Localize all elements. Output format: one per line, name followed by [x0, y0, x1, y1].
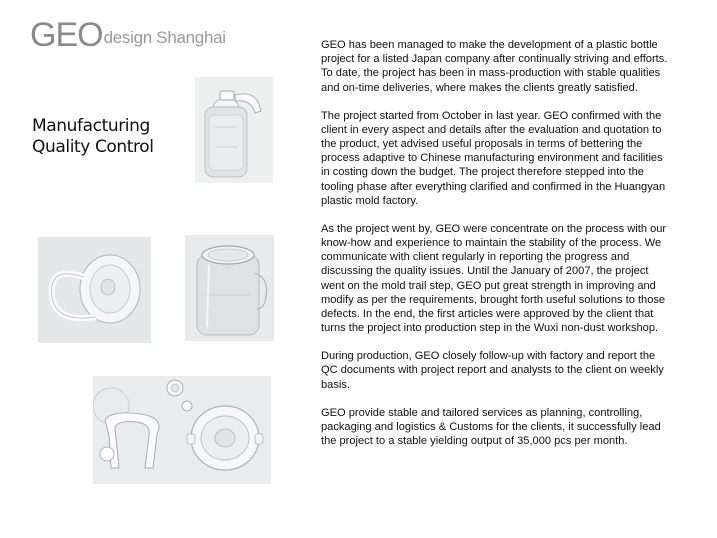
- section-title-line1: Manufacturing: [32, 116, 150, 136]
- paragraph-3: As the project went by, GEO were concentrate on the process with our know-how and experience to maintain the stability of the process. We communicate with client regularly in reporting the progress and discussing the quality issues. Until the January of 2007, the project went on the mold trail step, GEO put great strength in improving and modify as per the requirements, brought forth useful solutions to those defects. In the end, the first articles were approved by the client that turns the project into production step in the Wuxi non-dust workshop.: [321, 222, 667, 335]
- disassembled-parts-photo: [93, 376, 271, 484]
- geo-logo: [30, 16, 226, 52]
- paragraph-4: During production, GEO closely follow-up with factory and report the QC documents with project report and analysts to the client on weekly basis.: [321, 350, 664, 391]
- paragraph-1: GEO has been managed to make the development of a plastic bottle project for a listed Japan company after continually striving and efforts. To date, the project has been in mass-production with stable qualities and on-time deliveries, where makes the clients greatly satisfied.: [321, 39, 668, 94]
- section-title-line2: Quality Control: [32, 137, 154, 157]
- bottle-with-cap-photo: [195, 77, 273, 183]
- logo-geo-text: GEO: [30, 16, 103, 54]
- logo-design-shanghai-text: design Shanghai: [103, 28, 226, 47]
- section-title: [32, 116, 192, 158]
- body-text: [321, 38, 673, 462]
- lid-with-handle-photo: [38, 237, 151, 343]
- paragraph-5: GEO provide stable and tailored services as planning, controlling, packaging and logistics & Customs for the clients, it successfully lead the project to a stable yielding output of 35,000 pcs per month.: [321, 406, 661, 448]
- clear-jar-photo: [185, 235, 274, 341]
- paragraph-2: The project started from October in last year. GEO confirmed with the client in every aspect and details after the evaluation and quotation to the product, yet advised useful proposals in terms of bettering the process adaptive to Chinese manufacturing environment and facilities in costing down the budget. The project therefore stepped into the tooling phase after everything clarified and confirmed in the Huangyan plastic mold factory.: [321, 109, 666, 207]
